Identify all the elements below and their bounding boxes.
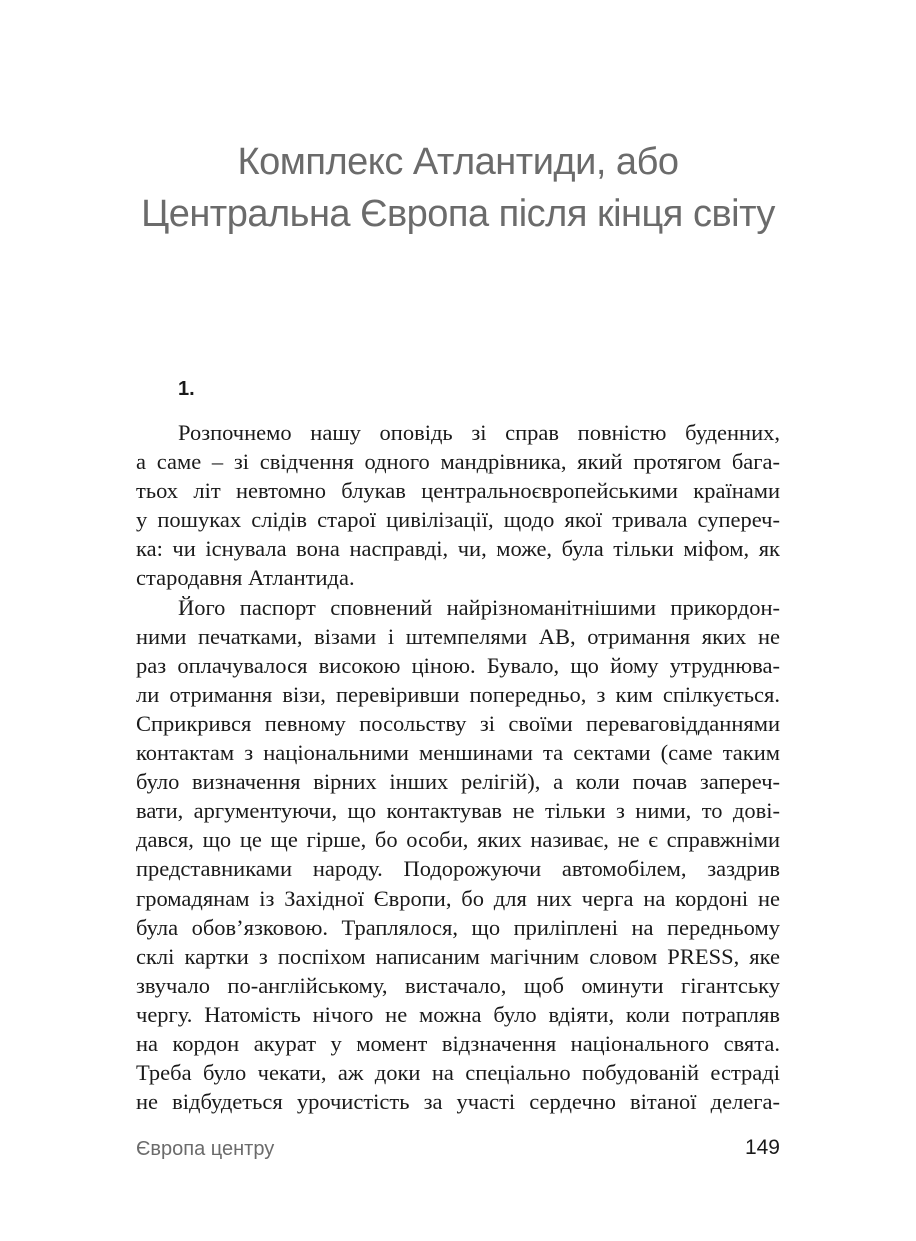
text-line: Його паспорт сповнений найрізноманітнішими прикордон- — [178, 594, 780, 620]
text-line: контактам з національними меншинами та сектами (саме таким — [136, 740, 780, 766]
chapter-title-line-1: Комплекс Атлантиди, або — [237, 141, 679, 183]
text-line: ли отримання візи, перевіривши попередньо, з ким спілкується. — [136, 681, 780, 707]
text-line: представниками народу. Подорожуючи автомобілем, заздрив — [136, 856, 780, 882]
text-line: Сприкрився певному посольству зі своїми переваговідданнями — [136, 710, 780, 736]
text-line: стародавня Атлантида. — [136, 565, 355, 591]
text-line: чергу. Натомість нічого не можна було вдіяти, коли потрапляв — [136, 1001, 780, 1027]
text-line: була обов’язковою. Траплялося, що приліплені на передньому — [136, 914, 780, 940]
text-line: тьох літ невтомно блукав центральноєвропейськими країнами — [136, 478, 780, 504]
text-line: Розпочнемо нашу оповідь зі справ повністю буденних, — [178, 420, 780, 445]
text-line: а саме – зі свідчення одного мандрівника, який протягом бага- — [136, 449, 780, 475]
chapter-title — [0, 136, 916, 240]
page-number: 149 — [744, 1136, 780, 1159]
body-text — [136, 418, 780, 1116]
section-number: 1. — [178, 378, 195, 400]
text-line: не відбудеться урочистість за участі сердечно вітаної делега- — [136, 1089, 780, 1115]
text-line: склі картки з поспіхом написаним магічним словом PRESS, яке — [136, 943, 780, 969]
text-line: вати, аргументуючи, що контактував не тільки з ними, то дові- — [136, 798, 780, 824]
text-line: було визначення вірних інших релігій), а коли почав запереч- — [136, 769, 780, 795]
text-line: дався, що це ще гірше, бо особи, яких називає, не є справжніми — [136, 827, 780, 853]
text-line: ка: чи існувала вона насправді, чи, може, була тільки міфом, як — [136, 536, 780, 562]
text-line: ними печатками, візами і штемпелями АВ, отримання яких не — [136, 623, 780, 649]
text-line: раз оплачувалося високою ціною. Бувало, що йому утруднюва- — [136, 652, 780, 678]
text-line: у пошуках слідів старої цивілізації, щодо якої тривала супереч- — [136, 507, 780, 533]
paragraph-2 — [136, 593, 780, 1117]
text-line: звучало по-англійському, вистачало, щоб оминути гігантську — [136, 972, 780, 998]
text-line: на кордон акурат у момент відзначення національного свята. — [136, 1030, 780, 1056]
paragraph-1 — [136, 418, 780, 593]
text-line: громадянам із Західної Європи, бо для них черга на кордоні не — [136, 885, 780, 911]
running-footer-title: Європа центру — [136, 1138, 275, 1160]
text-line: Треба було чекати, аж доки на спеціально побудованій естраді — [136, 1060, 780, 1086]
chapter-title-line-2: Центральна Європа після кінця світу — [141, 193, 775, 235]
